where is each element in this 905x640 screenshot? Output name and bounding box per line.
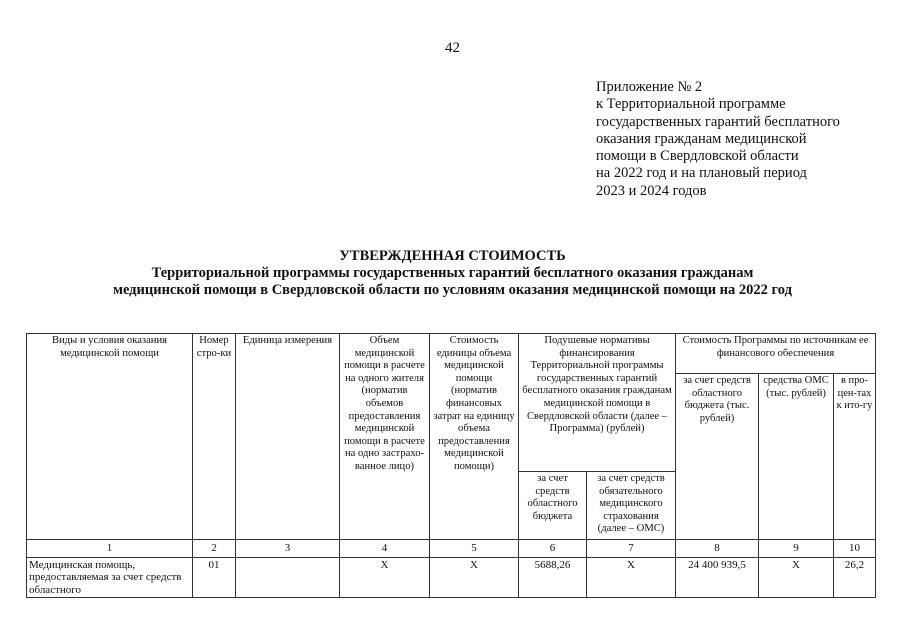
cost-table: [26, 333, 876, 598]
column-number: 8: [676, 540, 759, 558]
column-number: 1: [27, 540, 193, 558]
column-number-row: [27, 540, 876, 558]
header-per-capita-group: Подушевые нормативы финансирования Территориальной программы государственных гарантий бесплатного оказания гражданам медицинской помощи в Свердловской области (далее – Программа) (рублей): [519, 334, 676, 472]
header-cost-regional: за счет средств областного бюджета (тыс. рублей): [676, 374, 759, 540]
title-line: УТВЕРЖДЕННАЯ СТОИМОСТЬ: [339, 248, 566, 264]
header-line-number: Номер стро-ки: [193, 334, 236, 540]
appendix-line: помощи в Свердловской области: [596, 148, 799, 165]
header-per-capita-oms: за счет средств обязательного медицинского страхования (далее – ОМС): [587, 472, 676, 540]
column-number: 6: [519, 540, 587, 558]
appendix-line: Приложение № 2: [596, 79, 703, 95]
header-volume: Объем медицинской помощи в расчете на одного жителя (норматив объемов предоставления медицинской помощи в расчете на одно застрахо-ванное лицо): [340, 334, 430, 540]
header-unit-cost: Стоимость единицы объема медицинской помощи (норматив финансовых затрат на единицу объема предоставления медицинской помощи): [430, 334, 519, 540]
header-kind: Виды и условия оказания медицинской помощи: [27, 334, 193, 540]
column-number: 4: [340, 540, 430, 558]
appendix-line: государственных гарантий бесплатного: [596, 113, 840, 130]
cell-cost-oms: X: [759, 557, 834, 598]
column-number: 5: [430, 540, 519, 558]
table-row: [27, 557, 876, 598]
cell-volume: X: [340, 557, 430, 598]
appendix-line: оказания гражданам медицинской: [596, 130, 807, 147]
header-program-cost-group: Стоимость Программы по источникам ее финансового обеспечения: [676, 334, 876, 374]
column-number: 10: [834, 540, 876, 558]
document-title: [0, 248, 905, 299]
header-percent: в про-цен-тах к ито-гу: [834, 374, 876, 540]
appendix-note: [596, 79, 896, 200]
cell-cost-regional: 24 400 939,5: [676, 557, 759, 598]
column-number: 2: [193, 540, 236, 558]
cell-line-number: 01: [193, 557, 236, 598]
appendix-line: 2023 и 2024 годов: [596, 182, 707, 199]
title-line: Территориальной программы государственных гарантий бесплатного оказания гражданам: [151, 265, 754, 281]
header-per-capita-regional: за счет средств областного бюджета: [519, 472, 587, 540]
title-line: медицинской помощи в Свердловской области по условиям оказания медицинской помощи на 2022 год: [113, 282, 792, 298]
cell-unit-cost: X: [430, 557, 519, 598]
column-number: 3: [236, 540, 340, 558]
appendix-line: на 2022 год и на плановый период: [596, 165, 807, 182]
cell-per-capita-oms: X: [587, 557, 676, 598]
appendix-line: к Территориальной программе: [596, 96, 786, 113]
cell-unit: [236, 557, 340, 598]
column-number: 7: [587, 540, 676, 558]
header-cost-oms: средства ОМС (тыс. рублей): [759, 374, 834, 540]
header-unit: Единица измерения: [236, 334, 340, 540]
column-number: 9: [759, 540, 834, 558]
cell-percent: 26,2: [834, 557, 876, 598]
cell-per-capita-regional: 5688,26: [519, 557, 587, 598]
page-number: 42: [445, 40, 460, 56]
cell-kind: Медицинская помощь, предоставляемая за счет средств областного: [27, 557, 193, 598]
